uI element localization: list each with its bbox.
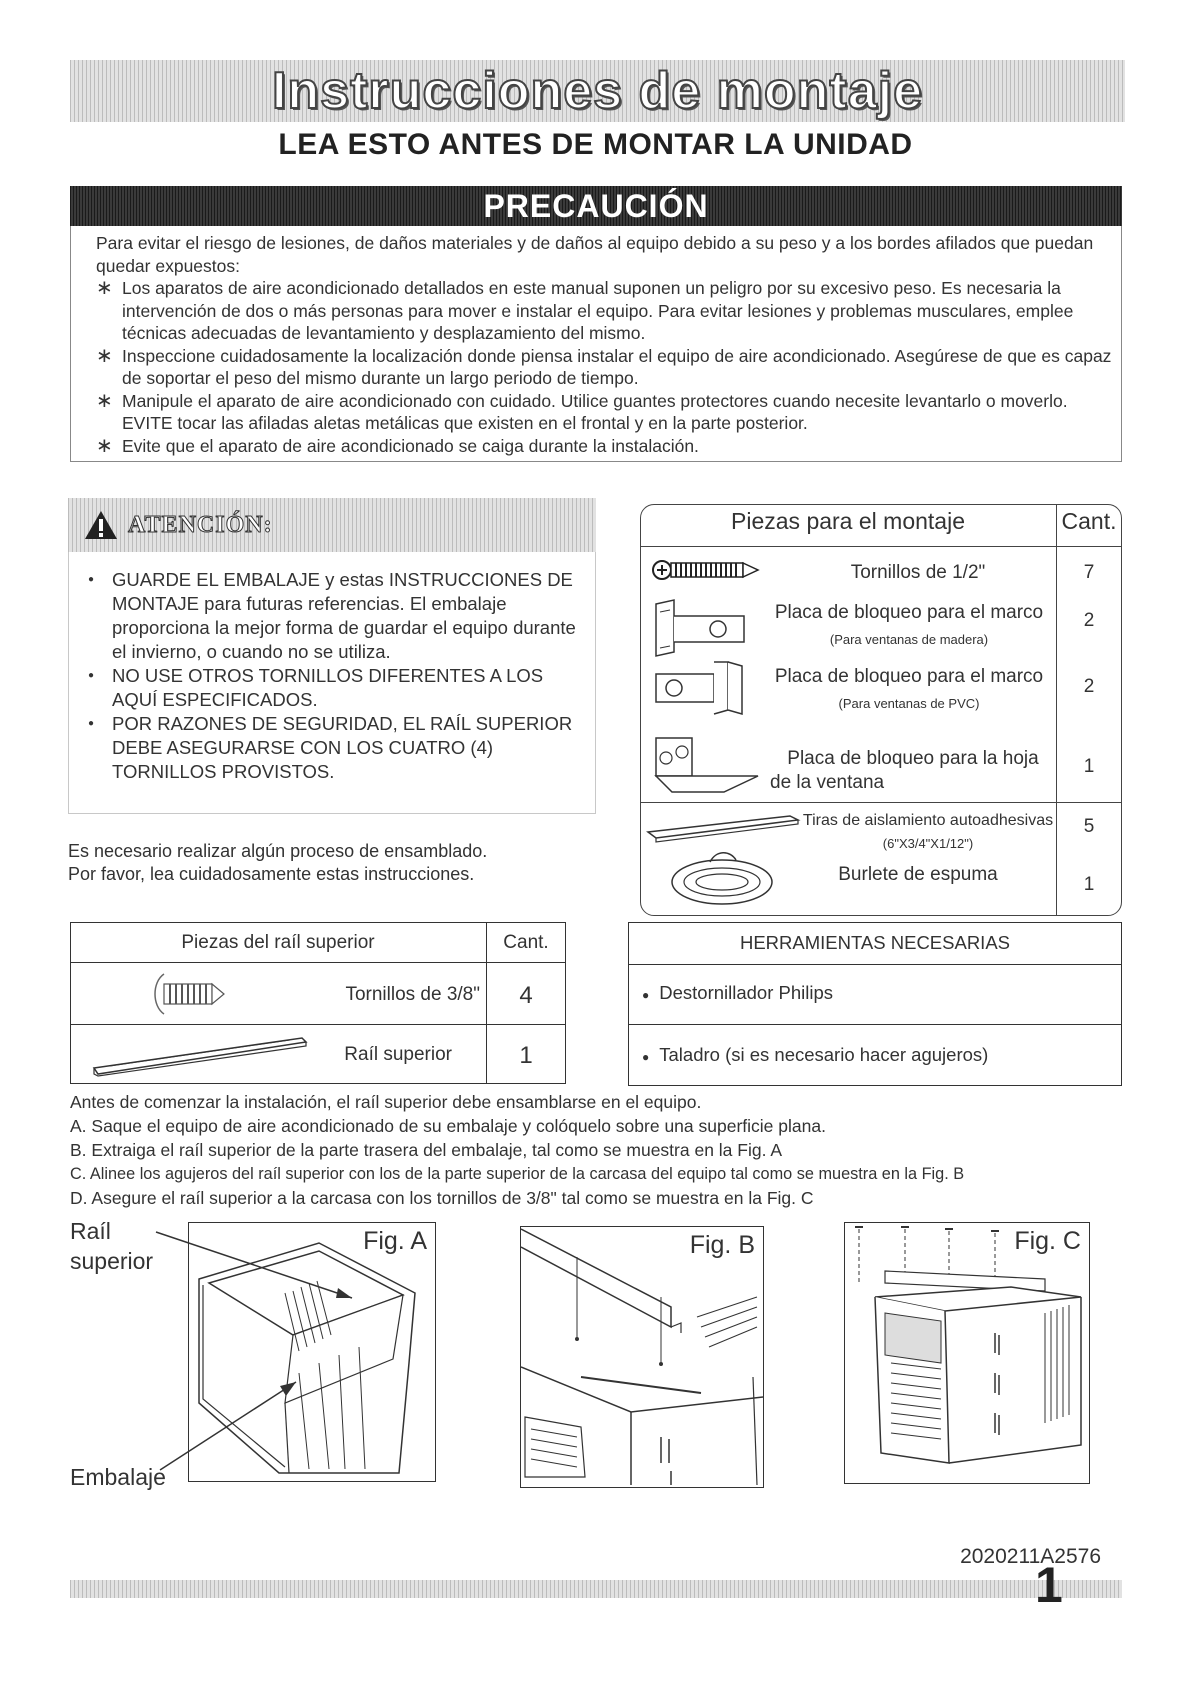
figure-c (844, 1222, 1090, 1484)
tools-header: HERRAMIENTAS NECESARIAS (739, 932, 1010, 953)
screw-three-eighths-icon (150, 968, 240, 1020)
tool-item: ● Destornillador Philips (642, 982, 834, 1003)
instruction-step: B. Extraiga el raíl superior de la parte trasera del embalaje, tal como se muestra en la Fig. A (70, 1140, 783, 1160)
assembly-note-line-1: Es necesario realizar algún proceso de ensamblado. (68, 841, 488, 861)
instruction-intro: Antes de comenzar la instalación, el raíl superior debe ensamblarse en el equipo. (70, 1092, 702, 1112)
label-top-rail: Raíl superior (70, 1218, 154, 1274)
sash-lock-plate-icon (652, 734, 762, 796)
title-banner (70, 60, 1125, 122)
document-code: 2020211A2576 (960, 1545, 1101, 1568)
figure-a-label: Fig. A (363, 1227, 427, 1255)
rail-parts-header: Piezas del raíl superior (181, 932, 375, 953)
mounting-qty-header: Cant. (1061, 508, 1117, 534)
attention-item: ● GUARDE EL EMBALAJE y estas INSTRUCCIONES DE MONTAJE para futuras referencias. El embalaje proporciona la mejor forma de guardar el equipo durante el invierno, o cuando no se utiliza. (84, 568, 589, 664)
caution-item: ∗ Manipule el aparato de aire acondicionado con cuidado. Utilice guantes protectores cuando necesite levantarlo o moverlo. EVITE tocar las afiladas aletas metálicas que existen en el frontal y en la parte posterior. (96, 390, 1116, 435)
part-subtitle: (Para ventanas de PVC) (838, 696, 980, 711)
attention-item: ● POR RAZONES DE SEGURIDAD, EL RAÍL SUPERIOR DEBE ASEGURARSE CON LOS CUATRO (4) TORNILLOS PROVISTOS. (84, 712, 589, 784)
rail-qty-header: Cant. (503, 932, 549, 953)
instruction-step: C. Alinee los agujeros del raíl superior con los de la parte superior de la carcasa del equipo tal como se muestra en la Fig. B (70, 1165, 965, 1183)
page-title: Instrucciones de montaje (271, 62, 924, 120)
frame-lock-plate-pvc-icon (652, 658, 752, 718)
installation-steps (70, 1090, 1160, 1210)
part-subtitle: de la ventana (770, 772, 885, 793)
rail-part-qty: 4 (519, 982, 533, 1009)
part-qty: 1 (1083, 874, 1095, 895)
attention-list (84, 568, 589, 784)
caution-header (70, 186, 1122, 226)
part-name: Tornillos de 1/2" (850, 562, 986, 583)
caution-title: PRECAUCIÓN (483, 187, 709, 224)
rail-part-qty: 1 (519, 1042, 533, 1069)
figure-c-drawing (845, 1223, 1089, 1483)
part-name: Placa de bloqueo para el marco (774, 602, 1044, 623)
part-name: Placa de bloqueo para el marco (774, 666, 1044, 687)
part-name: Burlete de espuma (838, 864, 998, 885)
callout-arrows (140, 1226, 360, 1476)
figure-b-label: Fig. B (689, 1231, 755, 1259)
rail-part-name: Raíl superior (344, 1044, 452, 1065)
caution-item: ∗ Evite que el aparato de aire acondicionado se caiga durante la instalación. (96, 435, 1116, 458)
part-name: Tiras de aislamiento autoadhesivas (802, 812, 1054, 829)
caution-item: ∗ Los aparatos de aire acondicionado detallados en este manual suponen un peligro por su excesivo peso. Es necesaria la intervención de dos o más personas para mover e instalar el equipo. Para evitar lesiones y problemas musculares, emplee técnicas adecuadas de levantamiento y desplazamiento del mismo. (96, 277, 1116, 345)
warning-icon (84, 510, 118, 540)
label-packing: Embalaje (70, 1464, 166, 1490)
attention-title: ATENCIÓN: (128, 511, 273, 538)
part-qty: 2 (1083, 610, 1095, 631)
insulation-strip-icon (644, 812, 804, 844)
part-qty: 7 (1083, 562, 1095, 583)
attention-item: ● NO USE OTROS TORNILLOS DIFERENTES A LOS AQUÍ ESPECIFICADOS. (84, 664, 589, 712)
figure-b (520, 1226, 764, 1488)
assembly-note-line-2: Por favor, lea cuidadosamente estas instrucciones. (68, 864, 475, 884)
foam-gasket-icon (666, 848, 778, 910)
part-subtitle: (6"X3/4"X1/12") (882, 836, 974, 851)
footer-bar (70, 1580, 1122, 1598)
attention-header (68, 498, 596, 552)
frame-lock-plate-wood-icon (652, 598, 752, 658)
figure-b-drawing (521, 1227, 763, 1487)
part-qty: 5 (1083, 816, 1095, 837)
caution-item: ∗ Inspeccione cuidadosamente la localización donde piensa instalar el equipo de aire acondicionado. Asegúrese de que es capaz de soportar el peso del mismo durante un largo periodo de tiempo. (96, 345, 1116, 390)
tool-item: ● Taladro (si es necesario hacer agujeros) (642, 1044, 989, 1065)
mounting-parts-header: Piezas para el montaje (731, 508, 965, 534)
caution-intro: Para evitar el riesgo de lesiones, de daños materiales y de daños al equipo debido a su peso y a los bordes afilados que puedan quedar expuestos: (96, 233, 1094, 276)
rail-part-name: Tornillos de 3/8" (345, 984, 480, 1005)
instruction-step: A. Saque el equipo de aire acondicionado de su embalaje y colóquelo sobre una superficie plana. (70, 1116, 826, 1136)
figure-c-label: Fig. C (1014, 1227, 1081, 1255)
screw-half-inch-icon (652, 556, 762, 584)
instruction-step: D. Asegure el raíl superior a la carcasa con los tornillos de 3/8" tal como se muestra en la Fig. C (70, 1188, 814, 1208)
page-subtitle: LEA ESTO ANTES DE MONTAR LA UNIDAD (278, 128, 913, 161)
part-name: Placa de bloqueo para la hoja (787, 748, 1039, 769)
caution-body (96, 232, 1116, 457)
part-qty: 2 (1083, 676, 1095, 697)
top-rail-icon (90, 1030, 310, 1080)
page-number: 1 (1035, 1557, 1063, 1613)
part-qty: 1 (1083, 756, 1095, 777)
part-subtitle: (Para ventanas de madera) (829, 632, 989, 647)
